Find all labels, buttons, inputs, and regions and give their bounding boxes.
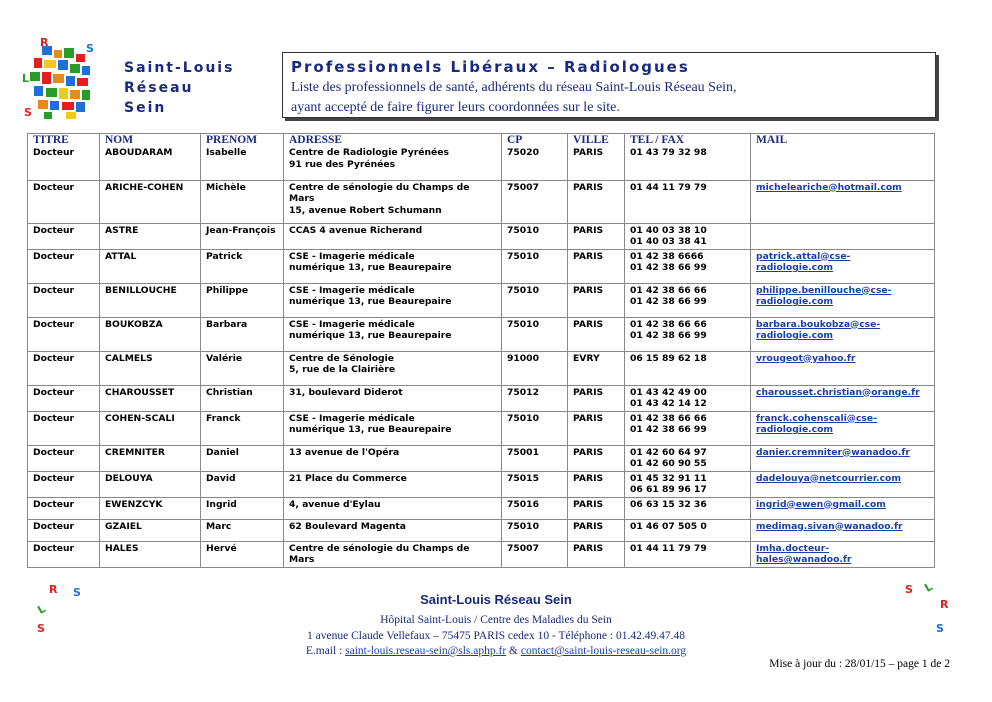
cell-tel: 01 42 38 66 66 01 42 38 66 99 <box>625 317 751 351</box>
cell-adresse: CSE - Imagerie médicale numérique 13, rue Beaurepaire <box>284 411 502 445</box>
table-row <box>28 249 935 283</box>
decor-letter-r-right: R <box>940 598 949 611</box>
professionals-table <box>27 133 935 568</box>
cell-tel: 01 42 38 6666 01 42 38 66 99 <box>625 249 751 283</box>
cell-prenom: Daniel <box>201 445 284 471</box>
page-description-1: Liste des professionnels de santé, adhérents du réseau Saint-Louis Réseau Sein, <box>291 80 737 95</box>
table-row <box>28 411 935 445</box>
cell-nom: BOUKOBZA <box>100 317 201 351</box>
cell-titre: Docteur <box>28 471 100 497</box>
cell-mail <box>751 180 935 223</box>
logo-letter-s: S <box>86 42 94 55</box>
cell-mail <box>751 283 935 317</box>
cell-prenom: Isabelle <box>201 146 284 180</box>
footer-email-label: E.mail : <box>305 645 343 657</box>
cell-cp: 75010 <box>502 317 568 351</box>
decor-letter-l-left: L <box>35 602 48 617</box>
cell-nom: CREMNITER <box>100 445 201 471</box>
table-row <box>28 351 935 385</box>
table-header-row <box>28 134 935 147</box>
cell-mail <box>751 445 935 471</box>
cell-ville: PARIS <box>568 146 625 180</box>
cell-ville: PARIS <box>568 471 625 497</box>
cell-tel: 01 40 03 38 10 01 40 03 38 41 <box>625 223 751 249</box>
cell-titre: Docteur <box>28 541 100 567</box>
mail-link[interactable]: patrick.attal@cse- radiologie.com <box>756 250 851 273</box>
cell-adresse: 13 avenue de l'Opéra <box>284 445 502 471</box>
cell-titre: Docteur <box>28 317 100 351</box>
cell-cp: 75010 <box>502 283 568 317</box>
cell-nom: ATTAL <box>100 249 201 283</box>
decor-letter-s2-left: S <box>37 622 45 635</box>
cell-ville: PARIS <box>568 541 625 567</box>
cell-titre: Docteur <box>28 249 100 283</box>
cell-cp: 75001 <box>502 445 568 471</box>
cell-nom: ARICHE-COHEN <box>100 180 201 223</box>
mail-link[interactable]: micheleariche@hotmail.com <box>756 181 902 193</box>
cell-tel: 06 15 89 62 18 <box>625 351 751 385</box>
cell-mail <box>751 471 935 497</box>
cell-prenom: Barbara <box>201 317 284 351</box>
cell-adresse: 4, avenue d'Eylau <box>284 497 502 519</box>
decor-letter-s-left: S <box>73 586 81 599</box>
cell-nom: ASTRE <box>100 223 201 249</box>
cell-cp: 75010 <box>502 223 568 249</box>
mail-link[interactable]: dadelouya@netcourrier.com <box>756 472 901 484</box>
table-row <box>28 385 935 411</box>
cell-tel: 01 43 42 49 00 01 43 42 14 12 <box>625 385 751 411</box>
cell-cp: 75016 <box>502 497 568 519</box>
cell-cp: 75007 <box>502 541 568 567</box>
cell-mail <box>751 411 935 445</box>
table-row <box>28 146 935 180</box>
cell-titre: Docteur <box>28 223 100 249</box>
cell-prenom: Ingrid <box>201 497 284 519</box>
cell-prenom: Franck <box>201 411 284 445</box>
cell-titre: Docteur <box>28 283 100 317</box>
footer-org: Saint-Louis Réseau Sein <box>420 592 572 607</box>
page-title: Professionnels Libéraux – Radiologues <box>291 58 690 76</box>
mail-link[interactable]: charousset.christian@orange.fr <box>756 386 920 398</box>
cell-tel: 01 44 11 79 79 <box>625 180 751 223</box>
brand-line-1: Saint-Louis <box>124 60 235 76</box>
table-row <box>28 497 935 519</box>
logo-letter-l: L <box>22 72 30 85</box>
cell-ville: PARIS <box>568 519 625 541</box>
mail-link[interactable]: philippe.benillouche@cse- radiologie.com <box>756 284 892 307</box>
cell-cp: 75015 <box>502 471 568 497</box>
cell-tel: 06 63 15 32 36 <box>625 497 751 519</box>
mail-link[interactable]: danier.cremniter@wanadoo.fr <box>756 446 910 458</box>
cell-mail <box>751 249 935 283</box>
cell-mail <box>751 317 935 351</box>
table-row <box>28 519 935 541</box>
logo-mosaic <box>22 38 108 120</box>
cell-nom: DELOUYA <box>100 471 201 497</box>
cell-nom: COHEN-SCALI <box>100 411 201 445</box>
decor-letter-s2-right: S <box>936 622 944 635</box>
cell-cp: 75020 <box>502 146 568 180</box>
cell-ville: PARIS <box>568 445 625 471</box>
cell-adresse: Centre de Sénologie 5, rue de la Clairière <box>284 351 502 385</box>
cell-tel: 01 45 32 91 11 06 61 89 96 17 <box>625 471 751 497</box>
cell-adresse: Centre de Radiologie Pyrénées 91 rue des Pyrénées <box>284 146 502 180</box>
table-row <box>28 541 935 567</box>
footer-email-link-2[interactable]: contact@saint-louis-reseau-sein.org <box>520 645 687 657</box>
cell-nom: HALES <box>100 541 201 567</box>
cell-tel: 01 42 38 66 66 01 42 38 66 99 <box>625 283 751 317</box>
cell-adresse: CCAS 4 avenue Richerand <box>284 223 502 249</box>
cell-titre: Docteur <box>28 146 100 180</box>
brand-name <box>124 58 234 118</box>
footer-amp: & <box>509 645 518 657</box>
cell-cp: 91000 <box>502 351 568 385</box>
update-date: Mise à jour du : 28/01/15 – page 1 de 2 <box>769 658 950 670</box>
cell-ville: PARIS <box>568 283 625 317</box>
cell-adresse: Centre de sénologie du Champs de Mars 15, avenue Robert Schumann <box>284 180 502 223</box>
cell-prenom: Christian <box>201 385 284 411</box>
cell-prenom: Jean-François <box>201 223 284 249</box>
decor-letter-r-left: R <box>49 583 58 596</box>
cell-mail <box>751 497 935 519</box>
cell-adresse: 31, boulevard Diderot <box>284 385 502 411</box>
cell-prenom: Michèle <box>201 180 284 223</box>
cell-ville: PARIS <box>568 385 625 411</box>
cell-prenom: Philippe <box>201 283 284 317</box>
logo-letter-s2: S <box>24 106 32 119</box>
cell-adresse: 21 Place du Commerce <box>284 471 502 497</box>
cell-tel: 01 43 79 32 98 <box>625 146 751 180</box>
table-row <box>28 223 935 249</box>
cell-ville: PARIS <box>568 223 625 249</box>
cell-nom: ABOUDARAM <box>100 146 201 180</box>
cell-titre: Docteur <box>28 385 100 411</box>
table-row <box>28 283 935 317</box>
cell-adresse: 62 Boulevard Magenta <box>284 519 502 541</box>
column-header: TEL / FAX <box>625 134 751 147</box>
cell-mail <box>751 519 935 541</box>
cell-tel: 01 42 38 66 66 01 42 38 66 99 <box>625 411 751 445</box>
cell-cp: 75010 <box>502 519 568 541</box>
cell-nom: CHAROUSSET <box>100 385 201 411</box>
column-header: NOM <box>100 134 201 147</box>
mail-link[interactable]: medimag.sivan@wanadoo.fr <box>756 520 903 532</box>
footer-address-line-1: Hôpital Saint-Louis / Centre des Maladies du Sein <box>380 614 612 626</box>
cell-ville: PARIS <box>568 249 625 283</box>
mail-link[interactable]: barbara.boukobza@cse- radiologie.com <box>756 318 881 341</box>
mail-link[interactable]: ingrid@ewen@gmail.com <box>756 498 886 510</box>
logo-letter-r: R <box>40 38 49 49</box>
cell-tel: 01 46 07 505 0 <box>625 519 751 541</box>
cell-mail <box>751 385 935 411</box>
decor-letter-s-right: S <box>905 583 913 596</box>
cell-nom: BENILLOUCHE <box>100 283 201 317</box>
table-row <box>28 445 935 471</box>
cell-cp: 75007 <box>502 180 568 223</box>
cell-nom: GZAIEL <box>100 519 201 541</box>
table-row <box>28 180 935 223</box>
cell-mail <box>751 541 935 567</box>
column-header: CP <box>502 134 568 147</box>
cell-titre: Docteur <box>28 411 100 445</box>
cell-mail <box>751 146 935 180</box>
cell-ville: PARIS <box>568 411 625 445</box>
page-description-2: ayant accepté de faire figurer leurs coordonnées sur le site. <box>291 100 620 115</box>
cell-ville: EVRY <box>568 351 625 385</box>
column-header: TITRE <box>28 134 100 147</box>
table-row <box>28 317 935 351</box>
table-row <box>28 471 935 497</box>
cell-cp: 75012 <box>502 385 568 411</box>
decor-letter-l-right: L <box>922 580 935 595</box>
cell-prenom: David <box>201 471 284 497</box>
footer-email-link-1[interactable]: saint-louis.reseau-sein@sls.aphp.fr <box>345 645 507 657</box>
footer-emails <box>0 645 992 657</box>
column-header: ADRESSE <box>284 134 502 147</box>
cell-titre: Docteur <box>28 497 100 519</box>
cell-titre: Docteur <box>28 351 100 385</box>
cell-tel: 01 42 60 64 97 01 42 60 90 55 <box>625 445 751 471</box>
title-box <box>282 52 936 118</box>
column-header: VILLE <box>568 134 625 147</box>
cell-adresse: CSE - Imagerie médicale numérique 13, rue Beaurepaire <box>284 317 502 351</box>
cell-prenom: Patrick <box>201 249 284 283</box>
mail-link[interactable]: franck.cohenscali@cse- radiologie.com <box>756 412 877 435</box>
column-header: PRENOM <box>201 134 284 147</box>
cell-ville: PARIS <box>568 497 625 519</box>
cell-mail <box>751 351 935 385</box>
cell-prenom: Valérie <box>201 351 284 385</box>
cell-tel: 01 44 11 79 79 <box>625 541 751 567</box>
cell-titre: Docteur <box>28 180 100 223</box>
cell-cp: 75010 <box>502 411 568 445</box>
cell-prenom: Hervé <box>201 541 284 567</box>
cell-adresse: CSE - Imagerie médicale numérique 13, rue Beaurepaire <box>284 283 502 317</box>
column-header: MAIL <box>751 134 935 147</box>
cell-mail <box>751 223 935 249</box>
mail-link[interactable]: Imha.docteur- hales@wanadoo.fr <box>756 542 852 565</box>
mail-link[interactable]: vrougeot@yahoo.fr <box>756 352 856 364</box>
brand-line-2: Réseau <box>124 80 194 96</box>
cell-nom: CALMELS <box>100 351 201 385</box>
cell-adresse: CSE - Imagerie médicale numérique 13, rue Beaurepaire <box>284 249 502 283</box>
cell-ville: PARIS <box>568 317 625 351</box>
cell-titre: Docteur <box>28 445 100 471</box>
cell-ville: PARIS <box>568 180 625 223</box>
cell-cp: 75010 <box>502 249 568 283</box>
brand-line-3: Sein <box>124 100 167 116</box>
cell-adresse: Centre de sénologie du Champs de Mars <box>284 541 502 567</box>
cell-nom: EWENZCYK <box>100 497 201 519</box>
footer-address-line-2: 1 avenue Claude Vellefaux – 75475 PARIS cedex 10 - Téléphone : 01.42.49.47.48 <box>307 630 685 642</box>
cell-titre: Docteur <box>28 519 100 541</box>
cell-prenom: Marc <box>201 519 284 541</box>
